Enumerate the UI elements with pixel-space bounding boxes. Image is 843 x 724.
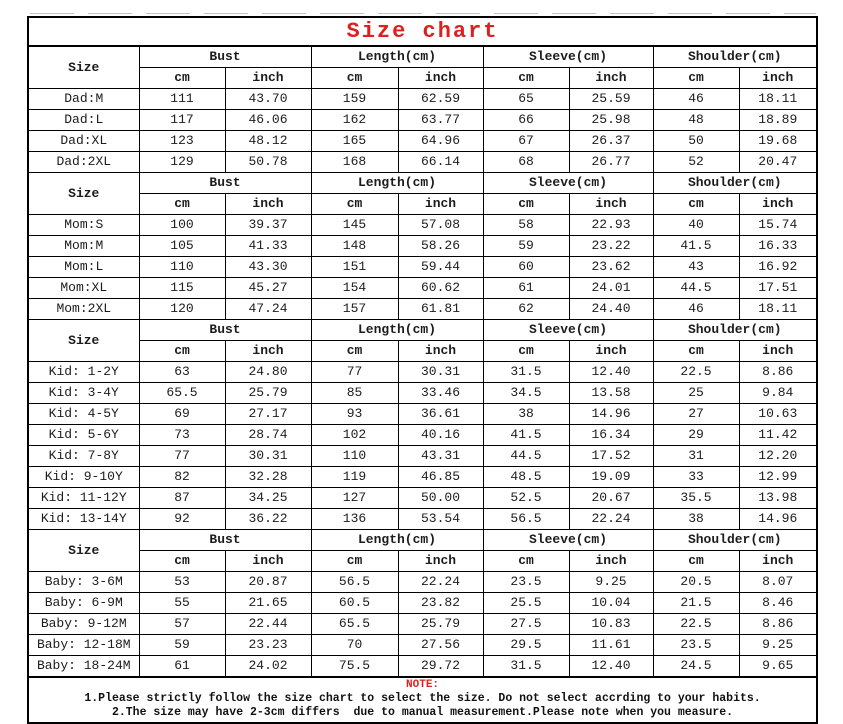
value-cell: 24.5 bbox=[653, 656, 739, 678]
size-cell: Mom:S bbox=[28, 215, 139, 236]
value-cell: 25.5 bbox=[483, 593, 569, 614]
value-cell: 159 bbox=[311, 89, 398, 110]
value-cell: 53.54 bbox=[398, 509, 483, 530]
value-cell: 38 bbox=[483, 404, 569, 425]
value-cell: 56.5 bbox=[483, 509, 569, 530]
value-cell: 9.25 bbox=[739, 635, 817, 656]
value-cell: 59 bbox=[483, 236, 569, 257]
value-cell: 41.5 bbox=[653, 236, 739, 257]
value-cell: 41.5 bbox=[483, 425, 569, 446]
value-cell: 62.59 bbox=[398, 89, 483, 110]
value-cell: 9.84 bbox=[739, 383, 817, 404]
value-cell: 145 bbox=[311, 215, 398, 236]
size-cell: Kid: 1-2Y bbox=[28, 362, 139, 383]
value-cell: 12.99 bbox=[739, 467, 817, 488]
value-cell: 18.11 bbox=[739, 299, 817, 320]
value-cell: 17.52 bbox=[569, 446, 653, 467]
value-cell: 33.46 bbox=[398, 383, 483, 404]
value-cell: 25.98 bbox=[569, 110, 653, 131]
value-cell: 16.34 bbox=[569, 425, 653, 446]
value-cell: 39.37 bbox=[225, 215, 311, 236]
unit-header-cm: cm bbox=[483, 551, 569, 572]
value-cell: 29 bbox=[653, 425, 739, 446]
table-row bbox=[28, 278, 817, 299]
value-cell: 20.67 bbox=[569, 488, 653, 509]
value-cell: 52.5 bbox=[483, 488, 569, 509]
value-cell: 10.63 bbox=[739, 404, 817, 425]
unit-header-cm: cm bbox=[483, 194, 569, 215]
value-cell: 38 bbox=[653, 509, 739, 530]
value-cell: 27.17 bbox=[225, 404, 311, 425]
value-cell: 34.25 bbox=[225, 488, 311, 509]
value-cell: 64.96 bbox=[398, 131, 483, 152]
unit-header-row bbox=[28, 551, 817, 572]
value-cell: 110 bbox=[311, 446, 398, 467]
value-cell: 13.58 bbox=[569, 383, 653, 404]
unit-header-row bbox=[28, 68, 817, 89]
value-cell: 12.20 bbox=[739, 446, 817, 467]
value-cell: 23.23 bbox=[225, 635, 311, 656]
table-row bbox=[28, 593, 817, 614]
value-cell: 48.5 bbox=[483, 467, 569, 488]
unit-header-cm: cm bbox=[483, 341, 569, 362]
unit-header-inch: inch bbox=[225, 551, 311, 572]
size-cell: Dad:M bbox=[28, 89, 139, 110]
value-cell: 57 bbox=[139, 614, 225, 635]
table-row bbox=[28, 404, 817, 425]
table-row bbox=[28, 635, 817, 656]
value-cell: 47.24 bbox=[225, 299, 311, 320]
measure-group-header: Length(cm) bbox=[311, 46, 483, 68]
measure-group-header: Bust bbox=[139, 173, 311, 194]
table-row bbox=[28, 299, 817, 320]
measure-group-header: Sleeve(cm) bbox=[483, 320, 653, 341]
value-cell: 23.5 bbox=[483, 572, 569, 593]
measure-group-header: Shoulder(cm) bbox=[653, 173, 817, 194]
size-cell: Baby: 6-9M bbox=[28, 593, 139, 614]
value-cell: 43.70 bbox=[225, 89, 311, 110]
value-cell: 40.16 bbox=[398, 425, 483, 446]
measure-group-header: Bust bbox=[139, 530, 311, 551]
value-cell: 36.61 bbox=[398, 404, 483, 425]
value-cell: 77 bbox=[311, 362, 398, 383]
size-cell: Dad:L bbox=[28, 110, 139, 131]
value-cell: 29.72 bbox=[398, 656, 483, 678]
value-cell: 60.5 bbox=[311, 593, 398, 614]
value-cell: 168 bbox=[311, 152, 398, 173]
measure-group-header: Length(cm) bbox=[311, 320, 483, 341]
unit-header-inch: inch bbox=[569, 551, 653, 572]
unit-header-inch: inch bbox=[739, 551, 817, 572]
section-header-row-baby bbox=[28, 530, 817, 551]
size-cell: Kid: 9-10Y bbox=[28, 467, 139, 488]
value-cell: 30.31 bbox=[225, 446, 311, 467]
table-row bbox=[28, 509, 817, 530]
top-grid-line bbox=[30, 13, 816, 14]
value-cell: 9.65 bbox=[739, 656, 817, 678]
value-cell: 21.5 bbox=[653, 593, 739, 614]
size-column-header: Size bbox=[28, 46, 139, 89]
table-row bbox=[28, 572, 817, 593]
value-cell: 61 bbox=[483, 278, 569, 299]
size-cell: Kid: 7-8Y bbox=[28, 446, 139, 467]
value-cell: 77 bbox=[139, 446, 225, 467]
value-cell: 27 bbox=[653, 404, 739, 425]
unit-header-inch: inch bbox=[225, 341, 311, 362]
value-cell: 151 bbox=[311, 257, 398, 278]
note-line-1: 1.Please strictly follow the size chart to select the size. Do not select accrding to your habits. bbox=[84, 692, 761, 705]
note-heading: NOTE: bbox=[406, 679, 440, 691]
unit-header-inch: inch bbox=[569, 194, 653, 215]
value-cell: 32.28 bbox=[225, 467, 311, 488]
value-cell: 61.81 bbox=[398, 299, 483, 320]
value-cell: 8.46 bbox=[739, 593, 817, 614]
value-cell: 56.5 bbox=[311, 572, 398, 593]
value-cell: 119 bbox=[311, 467, 398, 488]
value-cell: 19.68 bbox=[739, 131, 817, 152]
section-header-row-kid bbox=[28, 320, 817, 341]
unit-header-cm: cm bbox=[653, 68, 739, 89]
table-row bbox=[28, 614, 817, 635]
value-cell: 24.40 bbox=[569, 299, 653, 320]
value-cell: 70 bbox=[311, 635, 398, 656]
value-cell: 102 bbox=[311, 425, 398, 446]
value-cell: 25 bbox=[653, 383, 739, 404]
page-title: Size chart bbox=[28, 17, 817, 46]
table-row bbox=[28, 383, 817, 404]
value-cell: 52 bbox=[653, 152, 739, 173]
value-cell: 50 bbox=[653, 131, 739, 152]
value-cell: 20.47 bbox=[739, 152, 817, 173]
measure-group-header: Shoulder(cm) bbox=[653, 320, 817, 341]
value-cell: 13.98 bbox=[739, 488, 817, 509]
table-row bbox=[28, 656, 817, 678]
value-cell: 40 bbox=[653, 215, 739, 236]
value-cell: 59.44 bbox=[398, 257, 483, 278]
unit-header-cm: cm bbox=[483, 68, 569, 89]
value-cell: 23.82 bbox=[398, 593, 483, 614]
value-cell: 23.5 bbox=[653, 635, 739, 656]
value-cell: 35.5 bbox=[653, 488, 739, 509]
value-cell: 46.06 bbox=[225, 110, 311, 131]
value-cell: 31 bbox=[653, 446, 739, 467]
value-cell: 58.26 bbox=[398, 236, 483, 257]
value-cell: 43 bbox=[653, 257, 739, 278]
value-cell: 117 bbox=[139, 110, 225, 131]
value-cell: 44.5 bbox=[483, 446, 569, 467]
value-cell: 10.83 bbox=[569, 614, 653, 635]
value-cell: 165 bbox=[311, 131, 398, 152]
title-row bbox=[28, 17, 817, 46]
value-cell: 16.92 bbox=[739, 257, 817, 278]
value-cell: 67 bbox=[483, 131, 569, 152]
value-cell: 45.27 bbox=[225, 278, 311, 299]
table-row bbox=[28, 110, 817, 131]
unit-header-inch: inch bbox=[739, 341, 817, 362]
value-cell: 66 bbox=[483, 110, 569, 131]
size-cell: Mom:L bbox=[28, 257, 139, 278]
value-cell: 73 bbox=[139, 425, 225, 446]
value-cell: 22.44 bbox=[225, 614, 311, 635]
value-cell: 63.77 bbox=[398, 110, 483, 131]
value-cell: 23.62 bbox=[569, 257, 653, 278]
section-header-row-dad bbox=[28, 46, 817, 68]
value-cell: 65.5 bbox=[311, 614, 398, 635]
value-cell: 129 bbox=[139, 152, 225, 173]
size-cell: Dad:2XL bbox=[28, 152, 139, 173]
section-header-row-mom bbox=[28, 173, 817, 194]
value-cell: 36.22 bbox=[225, 509, 311, 530]
size-cell: Kid: 4-5Y bbox=[28, 404, 139, 425]
value-cell: 69 bbox=[139, 404, 225, 425]
size-column-header: Size bbox=[28, 320, 139, 362]
table-row bbox=[28, 152, 817, 173]
value-cell: 120 bbox=[139, 299, 225, 320]
value-cell: 55 bbox=[139, 593, 225, 614]
size-chart-table bbox=[27, 16, 818, 724]
unit-header-inch: inch bbox=[398, 194, 483, 215]
size-cell: Kid: 13-14Y bbox=[28, 509, 139, 530]
value-cell: 43.31 bbox=[398, 446, 483, 467]
measure-group-header: Length(cm) bbox=[311, 173, 483, 194]
measure-group-header: Shoulder(cm) bbox=[653, 46, 817, 68]
value-cell: 18.11 bbox=[739, 89, 817, 110]
value-cell: 27.5 bbox=[483, 614, 569, 635]
measure-group-header: Bust bbox=[139, 46, 311, 68]
value-cell: 53 bbox=[139, 572, 225, 593]
value-cell: 17.51 bbox=[739, 278, 817, 299]
value-cell: 25.79 bbox=[225, 383, 311, 404]
value-cell: 46.85 bbox=[398, 467, 483, 488]
value-cell: 19.09 bbox=[569, 467, 653, 488]
value-cell: 44.5 bbox=[653, 278, 739, 299]
value-cell: 26.77 bbox=[569, 152, 653, 173]
unit-header-cm: cm bbox=[311, 194, 398, 215]
unit-header-cm: cm bbox=[139, 551, 225, 572]
unit-header-inch: inch bbox=[398, 68, 483, 89]
value-cell: 43.30 bbox=[225, 257, 311, 278]
size-cell: Dad:XL bbox=[28, 131, 139, 152]
size-cell: Baby: 18-24M bbox=[28, 656, 139, 678]
value-cell: 111 bbox=[139, 89, 225, 110]
value-cell: 23.22 bbox=[569, 236, 653, 257]
unit-header-inch: inch bbox=[739, 194, 817, 215]
unit-header-inch: inch bbox=[398, 551, 483, 572]
measure-group-header: Length(cm) bbox=[311, 530, 483, 551]
table-row bbox=[28, 215, 817, 236]
size-column-header: Size bbox=[28, 530, 139, 572]
value-cell: 8.07 bbox=[739, 572, 817, 593]
value-cell: 148 bbox=[311, 236, 398, 257]
size-cell: Mom:XL bbox=[28, 278, 139, 299]
table-row bbox=[28, 446, 817, 467]
value-cell: 75.5 bbox=[311, 656, 398, 678]
value-cell: 22.93 bbox=[569, 215, 653, 236]
value-cell: 110 bbox=[139, 257, 225, 278]
value-cell: 162 bbox=[311, 110, 398, 131]
unit-header-inch: inch bbox=[739, 68, 817, 89]
unit-header-cm: cm bbox=[139, 341, 225, 362]
unit-header-row bbox=[28, 341, 817, 362]
value-cell: 68 bbox=[483, 152, 569, 173]
value-cell: 127 bbox=[311, 488, 398, 509]
value-cell: 100 bbox=[139, 215, 225, 236]
value-cell: 61 bbox=[139, 656, 225, 678]
value-cell: 66.14 bbox=[398, 152, 483, 173]
size-cell: Kid: 11-12Y bbox=[28, 488, 139, 509]
size-cell: Kid: 5-6Y bbox=[28, 425, 139, 446]
value-cell: 65.5 bbox=[139, 383, 225, 404]
size-column-header: Size bbox=[28, 173, 139, 215]
value-cell: 34.5 bbox=[483, 383, 569, 404]
value-cell: 28.74 bbox=[225, 425, 311, 446]
unit-header-cm: cm bbox=[311, 341, 398, 362]
table-row bbox=[28, 257, 817, 278]
value-cell: 25.79 bbox=[398, 614, 483, 635]
value-cell: 29.5 bbox=[483, 635, 569, 656]
value-cell: 22.5 bbox=[653, 362, 739, 383]
value-cell: 20.87 bbox=[225, 572, 311, 593]
size-cell: Mom:M bbox=[28, 236, 139, 257]
value-cell: 46 bbox=[653, 299, 739, 320]
unit-header-cm: cm bbox=[139, 194, 225, 215]
value-cell: 33 bbox=[653, 467, 739, 488]
unit-header-cm: cm bbox=[653, 194, 739, 215]
value-cell: 105 bbox=[139, 236, 225, 257]
value-cell: 27.56 bbox=[398, 635, 483, 656]
measure-group-header: Shoulder(cm) bbox=[653, 530, 817, 551]
value-cell: 48 bbox=[653, 110, 739, 131]
measure-group-header: Bust bbox=[139, 320, 311, 341]
value-cell: 24.01 bbox=[569, 278, 653, 299]
value-cell: 65 bbox=[483, 89, 569, 110]
value-cell: 24.80 bbox=[225, 362, 311, 383]
table-row bbox=[28, 425, 817, 446]
value-cell: 115 bbox=[139, 278, 225, 299]
value-cell: 16.33 bbox=[739, 236, 817, 257]
value-cell: 50.00 bbox=[398, 488, 483, 509]
value-cell: 8.86 bbox=[739, 614, 817, 635]
size-cell: Baby: 9-12M bbox=[28, 614, 139, 635]
value-cell: 8.86 bbox=[739, 362, 817, 383]
value-cell: 26.37 bbox=[569, 131, 653, 152]
measure-group-header: Sleeve(cm) bbox=[483, 46, 653, 68]
value-cell: 58 bbox=[483, 215, 569, 236]
value-cell: 14.96 bbox=[569, 404, 653, 425]
value-cell: 30.31 bbox=[398, 362, 483, 383]
measure-group-header: Sleeve(cm) bbox=[483, 530, 653, 551]
table-row bbox=[28, 362, 817, 383]
value-cell: 18.89 bbox=[739, 110, 817, 131]
value-cell: 50.78 bbox=[225, 152, 311, 173]
note-row bbox=[28, 677, 817, 723]
value-cell: 59 bbox=[139, 635, 225, 656]
value-cell: 85 bbox=[311, 383, 398, 404]
table-row bbox=[28, 467, 817, 488]
value-cell: 11.61 bbox=[569, 635, 653, 656]
value-cell: 10.04 bbox=[569, 593, 653, 614]
table-row bbox=[28, 488, 817, 509]
value-cell: 87 bbox=[139, 488, 225, 509]
value-cell: 93 bbox=[311, 404, 398, 425]
size-cell: Mom:2XL bbox=[28, 299, 139, 320]
value-cell: 31.5 bbox=[483, 656, 569, 678]
value-cell: 62 bbox=[483, 299, 569, 320]
value-cell: 25.59 bbox=[569, 89, 653, 110]
value-cell: 60 bbox=[483, 257, 569, 278]
value-cell: 22.24 bbox=[569, 509, 653, 530]
unit-header-cm: cm bbox=[311, 68, 398, 89]
value-cell: 12.40 bbox=[569, 362, 653, 383]
unit-header-row bbox=[28, 194, 817, 215]
table-row bbox=[28, 89, 817, 110]
size-cell: Kid: 3-4Y bbox=[28, 383, 139, 404]
unit-header-cm: cm bbox=[653, 341, 739, 362]
value-cell: 136 bbox=[311, 509, 398, 530]
value-cell: 15.74 bbox=[739, 215, 817, 236]
value-cell: 157 bbox=[311, 299, 398, 320]
value-cell: 22.5 bbox=[653, 614, 739, 635]
unit-header-inch: inch bbox=[225, 194, 311, 215]
value-cell: 82 bbox=[139, 467, 225, 488]
value-cell: 48.12 bbox=[225, 131, 311, 152]
value-cell: 11.42 bbox=[739, 425, 817, 446]
size-cell: Baby: 12-18M bbox=[28, 635, 139, 656]
value-cell: 14.96 bbox=[739, 509, 817, 530]
unit-header-inch: inch bbox=[569, 341, 653, 362]
value-cell: 20.5 bbox=[653, 572, 739, 593]
table-row bbox=[28, 236, 817, 257]
value-cell: 60.62 bbox=[398, 278, 483, 299]
unit-header-inch: inch bbox=[569, 68, 653, 89]
measure-group-header: Sleeve(cm) bbox=[483, 173, 653, 194]
value-cell: 57.08 bbox=[398, 215, 483, 236]
unit-header-inch: inch bbox=[225, 68, 311, 89]
value-cell: 24.02 bbox=[225, 656, 311, 678]
value-cell: 12.40 bbox=[569, 656, 653, 678]
unit-header-cm: cm bbox=[653, 551, 739, 572]
value-cell: 22.24 bbox=[398, 572, 483, 593]
value-cell: 41.33 bbox=[225, 236, 311, 257]
value-cell: 154 bbox=[311, 278, 398, 299]
value-cell: 31.5 bbox=[483, 362, 569, 383]
unit-header-cm: cm bbox=[311, 551, 398, 572]
note-cell bbox=[28, 677, 817, 723]
size-cell: Baby: 3-6M bbox=[28, 572, 139, 593]
value-cell: 21.65 bbox=[225, 593, 311, 614]
value-cell: 9.25 bbox=[569, 572, 653, 593]
unit-header-cm: cm bbox=[139, 68, 225, 89]
value-cell: 123 bbox=[139, 131, 225, 152]
unit-header-inch: inch bbox=[398, 341, 483, 362]
note-line-2: 2.The size may have 2-3cm differs due to manual measurement.Please note when you measure. bbox=[111, 706, 734, 719]
value-cell: 63 bbox=[139, 362, 225, 383]
table-row bbox=[28, 131, 817, 152]
value-cell: 92 bbox=[139, 509, 225, 530]
value-cell: 46 bbox=[653, 89, 739, 110]
